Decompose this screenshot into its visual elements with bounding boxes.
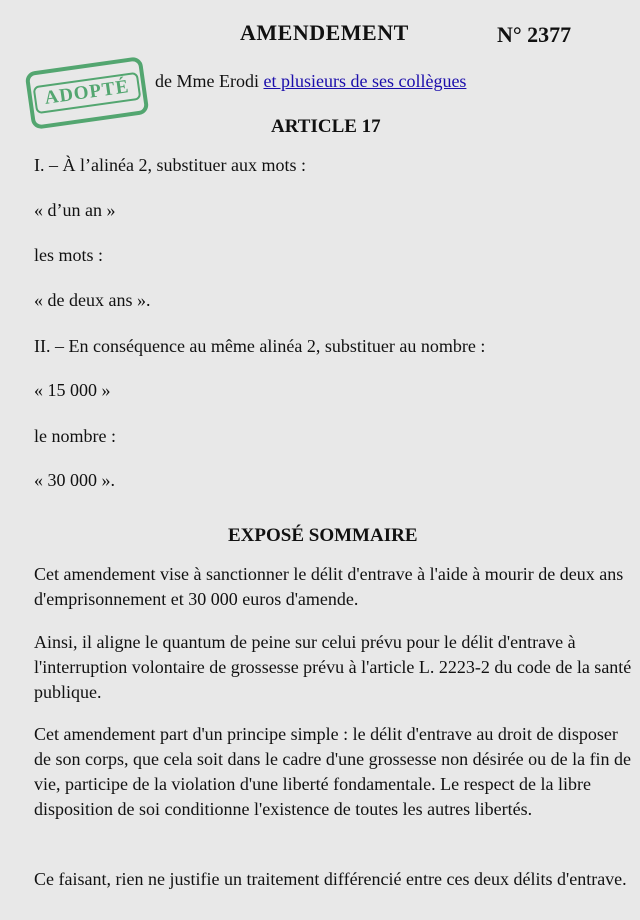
body-line-2: « d’un an » — [34, 200, 116, 220]
body-line-8: « 30 000 ». — [34, 470, 115, 490]
adopted-stamp — [25, 56, 150, 130]
amendment-number: N° 2377 — [497, 22, 572, 47]
body-line-1: I. – À l’alinéa 2, substituer aux mots : — [34, 155, 306, 175]
expose-paragraph-1: Cet amendement vise à sanctionner le délit d'entrave à l'aide à mourir de deux ans d'emprisonnement et 30 000 euros d'amende. — [34, 564, 624, 609]
author-prefix: de Mme Erodi — [155, 71, 264, 91]
expose-paragraph-4: Ce faisant, rien ne justifie un traitement différencié entre ces deux délits d'entrave. — [34, 869, 627, 889]
document-title: AMENDEMENT — [240, 20, 409, 45]
expose-paragraph-2: Ainsi, il aligne le quantum de peine sur celui prévu pour le délit d'entrave à l'interruption volontaire de grossesse prévu à l'article L. 2223-2 du code de la santé publique. — [34, 632, 632, 702]
author-line — [155, 71, 466, 92]
body-line-3: les mots : — [34, 245, 104, 265]
article-heading: ARTICLE 17 — [271, 116, 381, 137]
body-line-4: « de deux ans ». — [34, 290, 151, 310]
stamp-label: ADOPTÉ — [33, 72, 141, 114]
expose-paragraph-3: Cet amendement part d'un principe simple : le délit d'entrave au droit de disposer de son corps, que cela soit dans le cadre d'une grossesse non désirée ou de la fin de vie, participe de la violation d'une liberté fondamentale. Le respect de la libre disposition de soi conditionne l'existence de toutes les autres libertés. — [34, 724, 632, 819]
expose-heading: EXPOSÉ SOMMAIRE — [228, 525, 418, 546]
co-authors-link[interactable]: et plusieurs de ses collègues — [263, 71, 467, 91]
body-line-5: II. – En conséquence au même alinéa 2, substituer au nombre : — [34, 336, 486, 356]
body-line-6: « 15 000 » — [34, 380, 111, 400]
body-line-7: le nombre : — [34, 426, 116, 446]
